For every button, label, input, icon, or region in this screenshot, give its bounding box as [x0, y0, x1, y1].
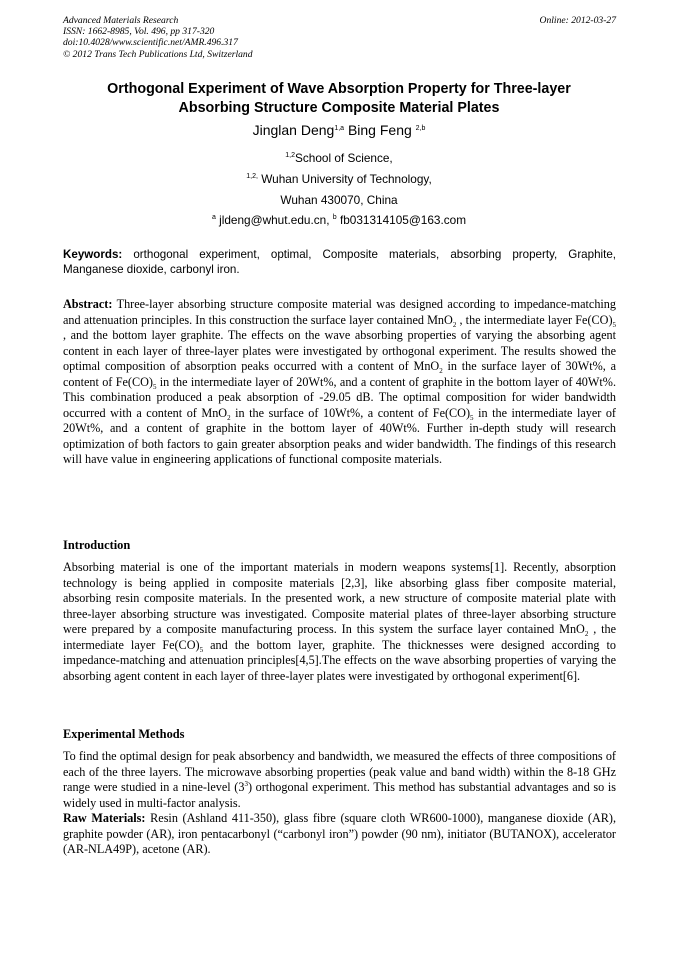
abstract-text: , and the bottom layer graphite. The effects on the wave absorbing properties of varying the absorbing agent content in each layer of three-layer plates were investigated by orthogonal experiment. The results showed the optimal composition of absorption peaks occurred with a content of MnO — [63, 328, 616, 373]
title-line-1: Orthogonal Experiment of Wave Absorption Property for Three-layer — [107, 81, 571, 97]
author-2-affil-mark: 2,b — [415, 125, 426, 132]
intro-text: and the bottom layer, graphite. The thicknesses were designed according to impedance-matching and attenuation principles[4,5].The effects on the wave absorbing properties of varying the absorbing agent content in each layer of three-layer plates were investigated by orthogonal experiment[6]. — [63, 637, 617, 683]
raw-materials-text: Resin (Ashland 411-350), glass fibre (square cloth WR600-1000), manganese dioxide (AR), graphite powder (AR), iron pentacarbonyl (“carbonyl iron”) powder (90 nm), initiator (BUTANOX), accelerator (AR-NLA49P), acetone (AR). — [63, 811, 617, 856]
author-emails — [0, 213, 678, 227]
affiliation-city: Wuhan 430070, China — [280, 193, 398, 207]
online-date: Online: 2012-03-27 — [539, 15, 616, 26]
email-b-mark: b — [332, 214, 337, 221]
email-a: jldeng@whut.edu.cn, — [215, 213, 333, 227]
university-mark: 1,2, — [246, 173, 258, 180]
affiliation-university — [0, 172, 678, 186]
subscript: 2 — [227, 413, 231, 422]
abstract-text: Three-layer absorbing structure composite material was designed according to impedance-matching and attenuation principles. In this construction the surface layer contained MnO — [63, 297, 616, 327]
methods-text: To find the optimal design for peak absorbency and bandwidth, we measured the effects of three compositions of each of the three layers. The microwave absorbing properties (peak value and band width) within the 8-18 GHz range were studied in a nine-level (3 — [63, 749, 616, 794]
school-mark: 1,2 — [285, 152, 295, 159]
abstract-text: , the intermediate layer Fe(CO) — [456, 312, 613, 327]
affiliation-school — [0, 151, 678, 165]
introduction-body — [63, 560, 616, 684]
subscript: 5 — [199, 645, 204, 654]
school-text: School of Science, — [295, 151, 393, 165]
methods-body — [63, 749, 616, 858]
abstract-text: in the surface of 10Wt%, a content of Fe(CO) — [230, 405, 471, 420]
subscript: 2 — [584, 630, 589, 638]
intro-text: , the intermediate layer Fe(CO) — [63, 622, 616, 652]
author-line — [0, 122, 678, 138]
email-b: fb031314105@163.com — [336, 213, 467, 227]
introduction-heading: Introduction — [63, 538, 131, 552]
subscript: 5 — [470, 413, 474, 422]
abstract — [63, 297, 616, 468]
keywords — [63, 247, 616, 277]
author-1-affil-mark: 1,a — [334, 125, 345, 132]
abstract-text: in the intermediate layer of 20Wt%, and a content of graphite in the bottom layer of 40Wt%. This combination produced a peak absorption of -29.05 dB. The optimal composition for wider bandwidth occurred with a content of MnO — [63, 374, 616, 420]
university-text: Wuhan University of Technology, — [257, 172, 432, 186]
subscript: 5 — [612, 320, 616, 329]
author-1: Jinglan Deng — [252, 122, 335, 138]
doi-line: doi:10.4028/www.scientific.net/AMR.496.317 — [63, 37, 238, 49]
intro-text: Absorbing material is one of the important materials in modern weapons systems[1]. Recently, absorption technology is being applied in composite materials [2,3], like absorbing glass fiber composite material, absorbing resin composite materials. In the presented work, a new structure of composite material plate with three-layer absorbing structure was investigated. Composite material plates of three-layer absorbing structure were prepared by a composite manufacturing process. In this system the surface layer contained MnO — [63, 560, 616, 636]
raw-materials-label: Raw Materials: — [63, 811, 146, 825]
keywords-text: orthogonal experiment, optimal, Composite materials, absorbing property, Graphite, Manganese dioxide, carbonyl iron. — [63, 248, 616, 276]
title-line-2: Absorbing Structure Composite Material Plates — [178, 100, 500, 116]
subscript: 2 — [439, 367, 443, 375]
subscript: 5 — [152, 382, 157, 391]
abstract-label: Abstract: — [63, 297, 113, 311]
issn-line: ISSN: 1662-8985, Vol. 496, pp 317-320 — [63, 26, 215, 38]
methods-text: ) orthogonal experiment. This method has substantial advantages and so is widely used in multi-factor analysis. — [63, 780, 617, 810]
abstract-text: in the intermediate layer of 20Wt%, and a content of graphite in the bottom layer of 40Wt%. Further in-depth study will research optimization of both factors to gain greater absorption peaks and wider bandwidth. The findings of this research will have value in engineering applications of functional composite materials. — [63, 405, 616, 466]
paper-title — [40, 80, 638, 118]
keywords-label: Keywords: — [63, 248, 123, 261]
journal-name: Advanced Materials Research — [63, 15, 179, 26]
methods-heading: Experimental Methods — [63, 727, 185, 741]
author-2: Bing Feng — [344, 122, 416, 138]
copyright-line: © 2012 Trans Tech Publications Ltd, Switzerland — [63, 48, 253, 60]
email-a-mark: a — [211, 214, 216, 221]
page-header — [63, 15, 616, 60]
subscript: 2 — [452, 320, 457, 329]
superscript: 3 — [244, 780, 248, 788]
abstract-text: in the surface layer of 30Wt%, a content of Fe(CO) — [63, 359, 616, 389]
